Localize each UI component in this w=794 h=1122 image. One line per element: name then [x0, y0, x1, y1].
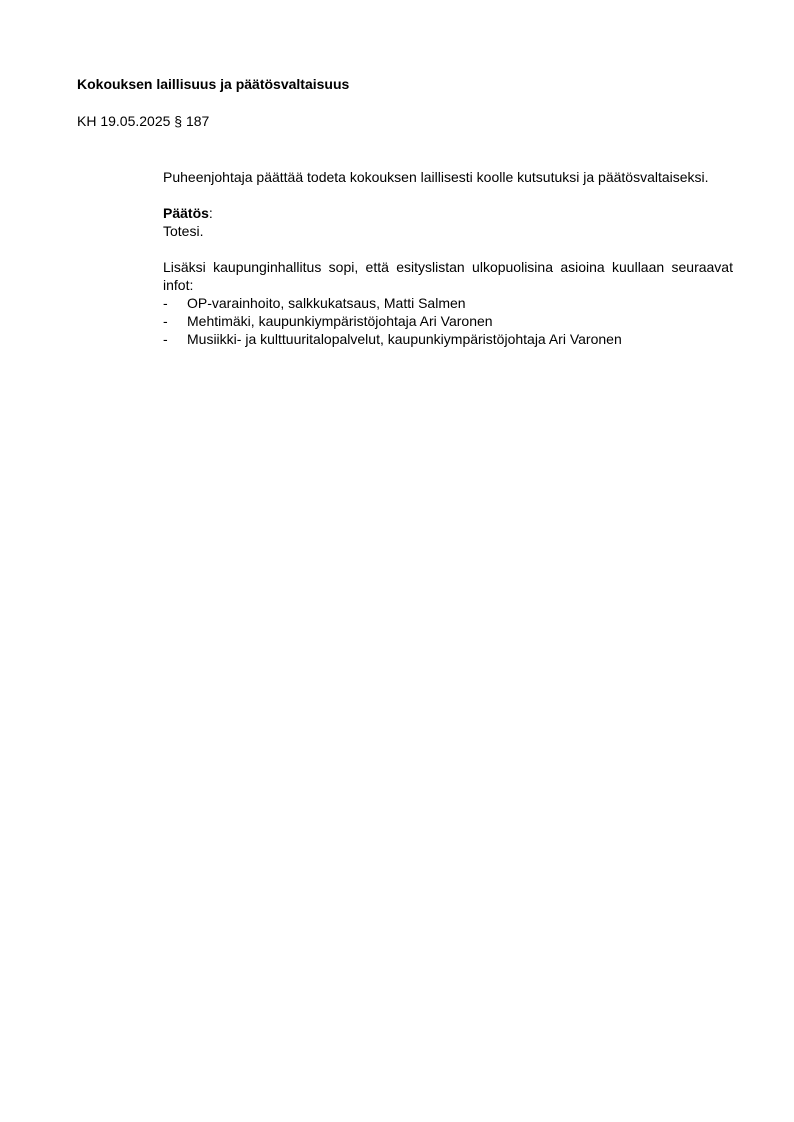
decision-colon: :: [208, 205, 213, 221]
additional-info-intro: Lisäksi kaupunginhallitus sopi, että esityslistan ulkopuolisina asioina kuullaan seuraavat infot:: [163, 259, 733, 293]
page-title: Kokouksen laillisuus ja päätösvaltaisuus: [77, 76, 350, 92]
list-item-text: Mehtimäki, kaupunkiympäristöjohtaja Ari Varonen: [187, 313, 493, 329]
list-marker: -: [163, 295, 168, 311]
list-item-text: Musiikki- ja kulttuuritalopalvelut, kaupunkiympäristöjohtaja Ari Varonen: [187, 331, 622, 347]
paragraph-spacer: [163, 240, 733, 258]
info-list: [163, 294, 733, 348]
meeting-reference: KH 19.05.2025 § 187: [77, 113, 210, 129]
decision-label: Päätös: [163, 205, 209, 221]
list-item: [163, 312, 733, 330]
list-marker: -: [163, 331, 168, 347]
list-marker: -: [163, 313, 168, 329]
list-item: [163, 330, 733, 348]
list-item-text: OP-varainhoito, salkkukatsaus, Matti Salmen: [187, 295, 466, 311]
decision-heading: [163, 204, 733, 222]
list-item: [163, 294, 733, 312]
proposal-text: Puheenjohtaja päättää todeta kokouksen laillisesti koolle kutsutuksi ja päätösvaltaiseksi.: [163, 169, 709, 185]
decision-text: Totesi.: [163, 223, 204, 239]
document-body: [163, 168, 733, 348]
paragraph-spacer: [163, 186, 733, 204]
